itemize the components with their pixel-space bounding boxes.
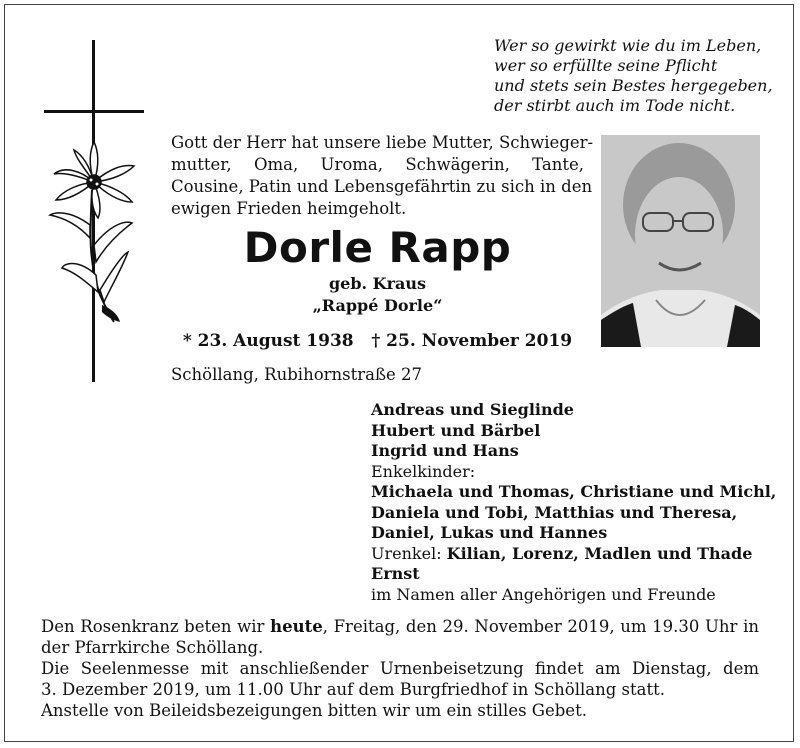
cross-edelweiss-icon [40,40,150,385]
rosary-text-rest: , Freitag, den 29. November 2019, um 19.30 Uhr in [322,617,759,636]
portrait-photo [601,135,760,347]
mourner-line: Daniel, Lukas und Hannes [371,523,608,542]
memorial-poem [494,36,784,116]
intro-line: mutter, Oma, Uroma, Schwägerin, Tante, [171,155,584,174]
rosary-line [41,616,759,637]
rosary-day: heute [270,617,323,636]
mass-line: 3. Dezember 2019, um 11.00 Uhr auf dem Burgfriedhof in Schöllang statt. [41,680,665,699]
poem-line: wer so erfüllte seine Pflicht [494,56,718,75]
nickname: „Rappé Dorle“ [312,296,443,315]
mourner-line: Hubert und Bärbel [371,420,541,440]
great-grandchildren-names: Kilian, Lorenz, Madlen und Thade [446,543,753,563]
poem-line: Wer so gewirkt wie du im Leben, [494,36,762,55]
mourner-line: Daniela und Tobi, Matthias und Theresa, [371,502,738,522]
mourner-line: Ingrid und Hans [371,441,519,460]
life-dates: * 23. August 1938 † 25. November 2019 [182,331,573,351]
mourner-line: Ernst [371,564,420,583]
intro-line: Gott der Herr hat unsere liebe Mutter, Schwieger- [171,133,594,152]
rosary-location: der Pfarrkirche Schöllang. [41,638,264,657]
deceased-name: Dorle Rapp [243,223,512,272]
intro-line: ewigen Frieden heimgeholt. [171,199,407,218]
service-info [41,616,759,721]
condolence-line: Anstelle von Beileidsbezeigungen bitten wir um ein stilles Gebet. [41,701,587,720]
maiden-name: geb. Kraus [328,274,427,293]
mass-line: Die Seelenmesse mit anschließender Urnenbeisetzung findet am Dienstag, dem [41,659,759,678]
poem-line: der stirbt auch im Tode nicht. [494,96,736,115]
grandchildren-label: Enkelkinder: [371,461,476,481]
mourners-closing: im Namen aller Angehörigen und Freunde [371,584,716,604]
poem-line: und stets sein Bestes hergegeben, [494,76,773,95]
intro-line: Cousine, Patin und Lebensgefährtin zu sich in den [171,177,593,196]
great-grandchildren-label: Urenkel: [371,543,447,563]
mourner-line: Michaela und Thomas, Christiane und Michl, [371,482,777,501]
address: Schöllang, Rubihornstraße 27 [171,365,422,384]
portrait-image [601,135,760,347]
mourners-list [371,400,777,605]
mourner-line: Andreas und Sieglinde [371,400,574,419]
great-grandchildren-line [371,544,771,565]
intro-text [171,132,594,220]
rosary-text: Den Rosenkranz beten wir [41,617,271,636]
